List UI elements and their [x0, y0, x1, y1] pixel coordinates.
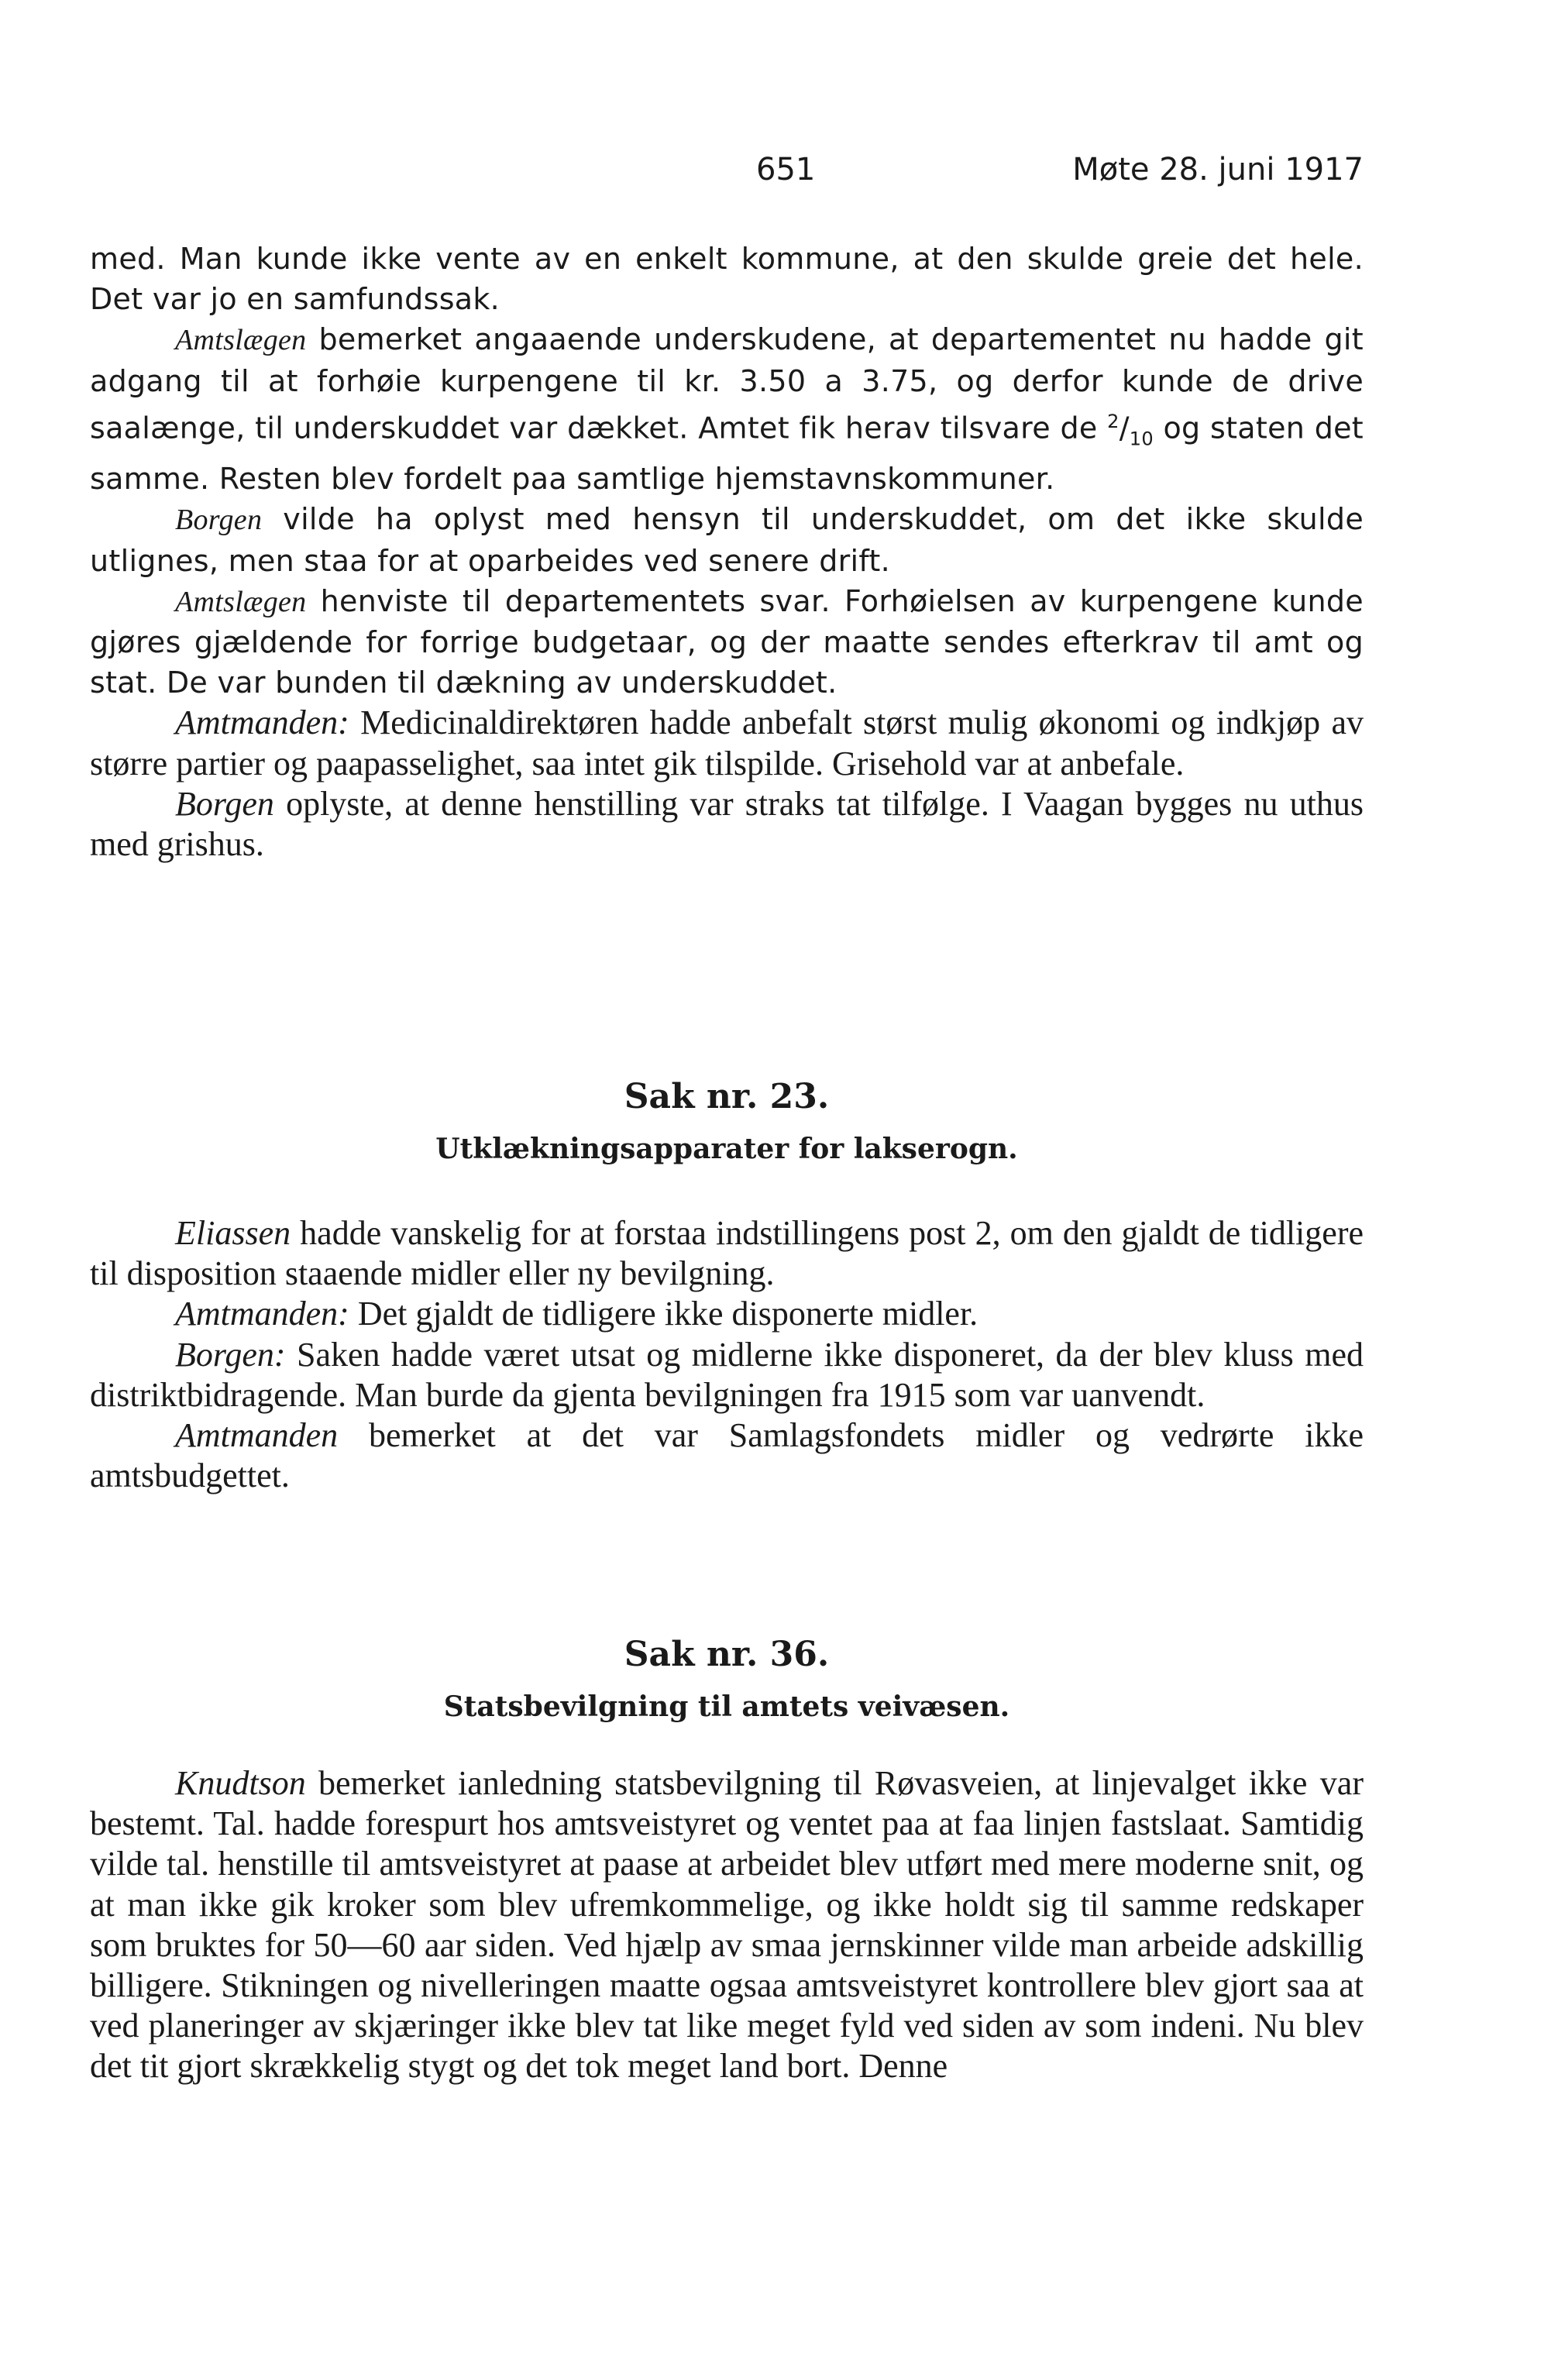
intro-section — [90, 239, 1364, 865]
speaker-name: Amtslægen — [175, 585, 307, 618]
speaker-name: Amtmanden — [175, 1416, 339, 1455]
speaker-name: Amtslægen — [175, 324, 307, 357]
paragraph — [90, 784, 1364, 865]
sak-36-heading — [90, 1632, 1364, 1726]
paragraph: med. Man kunde ikke vente av en enkelt kommune, at den skulde greie det hele. Det var jo en samfundssak. — [90, 242, 1364, 317]
fraction-denominator: 10 — [1129, 428, 1154, 450]
paragraph — [90, 499, 1364, 580]
paragraph — [90, 1213, 1364, 1294]
paragraph-text: bemerket ianledning statsbevilgning til Røvasveien, at linjevalget ikke var bestemt. Tal. hadde forespurt hos amtsveistyret og ventet paa at faa linjen fastslaat. Samtidig vilde tal. henstille til amtsveistyret at paase at arbeidet blev utført med mere moderne snit, og at man ikke gik kroker som blev ufremkommelige, og ikke holdt sig til samme redskaper som bruktes for 50—60 aar siden. Ved hjælp av smaa jernskinner vilde man arbeide adskillig billigere. Stikningen og nivelleringen maatte ogsaa amtsveistyret kontrollere blev gjort saa at ved planeringer av skjæringer ikke blev tat like meget fyld ved siden av som indeni. Nu blev det tit gjort skrækkelig stygt og det tok meget land bort. Denne — [90, 1764, 1364, 2086]
paragraph — [90, 1763, 1364, 2087]
paragraph-text: bemerket at det var Samlagsfondets midler og vedrørte ikke amtsbudgettet. — [90, 1416, 1364, 1495]
paragraph-text: Saken hadde været utsat og midlerne ikke disponeret, da der blev kluss med distriktbidragende. Man burde da gjenta bevilgningen fra 1915 som var uanvendt. — [90, 1335, 1364, 1414]
sak-subtitle: Statsbevilgning til amtets veivæsen. — [443, 1690, 1010, 1723]
paragraph — [90, 703, 1364, 783]
speaker-name: Borgen — [175, 504, 263, 537]
paragraph-text: vilde ha oplyst med hensyn til underskuddet, om det ikke skulde utlignes, men staa for at oparbeides ved senere drift. — [90, 502, 1364, 578]
paragraph: Amtslægen bemerket angaaende underskudene, at departementet nu hadde git adgang til at forhøie kurpengene til kr. 3.50 a 3.75, og derfor kunde de drive saalænge, til underskuddet var dækket. Amtet fik herav tilsvare de $^2/_{10}$ og staten det samme. Resten blev fordelt paa samtlige hjemstavnskommuner. — [90, 322, 1364, 497]
paragraph-text: Det gjaldt de tidligere ikke disponerte midler. — [349, 1295, 978, 1333]
paragraph — [90, 581, 1364, 703]
page-number: 651 — [756, 152, 816, 187]
sak-title: Sak nr. 36. — [624, 1635, 830, 1674]
speaker-name: Borgen — [175, 784, 274, 823]
paragraph-text: bemerket angaaende underskudene, at departementet nu hadde git adgang til at forhøie kurpengene til kr. 3.50 a 3.75, og derfor kunde de drive saalænge, til underskuddet var dækket. Amtet fik herav tilsvare de — [90, 322, 1364, 445]
speaker-name: Eliassen — [175, 1214, 291, 1252]
speaker-name: Amtmanden: — [175, 1295, 349, 1333]
paragraph — [90, 1294, 1364, 1334]
sak-subtitle: Utklækningsapparater for lakserogn. — [435, 1133, 1018, 1165]
sak-23-heading — [90, 1074, 1364, 1168]
speaker-name: Knudtson — [175, 1764, 306, 1802]
paragraph-text: henviste til departementets svar. Forhøielsen av kurpengene kunde gjøres gjældende for forrige budgetaar, og der maatte sendes efterkrav til amt og stat. De var bunden til dækning av underskuddet. — [90, 583, 1364, 700]
sak-23-body — [90, 1213, 1364, 1496]
meeting-date: Møte 28. juni 1917 — [1072, 152, 1364, 187]
page-header — [90, 152, 1364, 206]
speaker-name: Amtmanden: — [175, 703, 349, 742]
paragraph-text: oplyste, at denne henstilling var straks tat tilfølge. I Vaagan bygges nu uthus med grishus. — [90, 784, 1364, 864]
sak-title: Sak nr. 23. — [624, 1077, 830, 1116]
paragraph-text: og staten det samme. Resten blev fordelt paa samtlige hjemstavnskommuner. — [90, 411, 1364, 497]
paragraph-text: Medicinaldirektøren hadde anbefalt størst mulig økonomi og indkjøp av større partier og paapasselighet, saa intet gik tilspilde. Grisehold var at anbefale. — [90, 703, 1364, 782]
paragraph-text: hadde vanskelig for at forstaa indstillingens post 2, om den gjaldt de tidligere til disposition staaende midler eller ny bevilgning. — [90, 1214, 1364, 1293]
speaker-name: Borgen: — [175, 1335, 286, 1374]
sak-36-body — [90, 1763, 1364, 2087]
paragraph — [90, 1415, 1364, 1496]
paragraph — [90, 1335, 1364, 1415]
fraction-numerator: 2 — [1107, 410, 1119, 432]
